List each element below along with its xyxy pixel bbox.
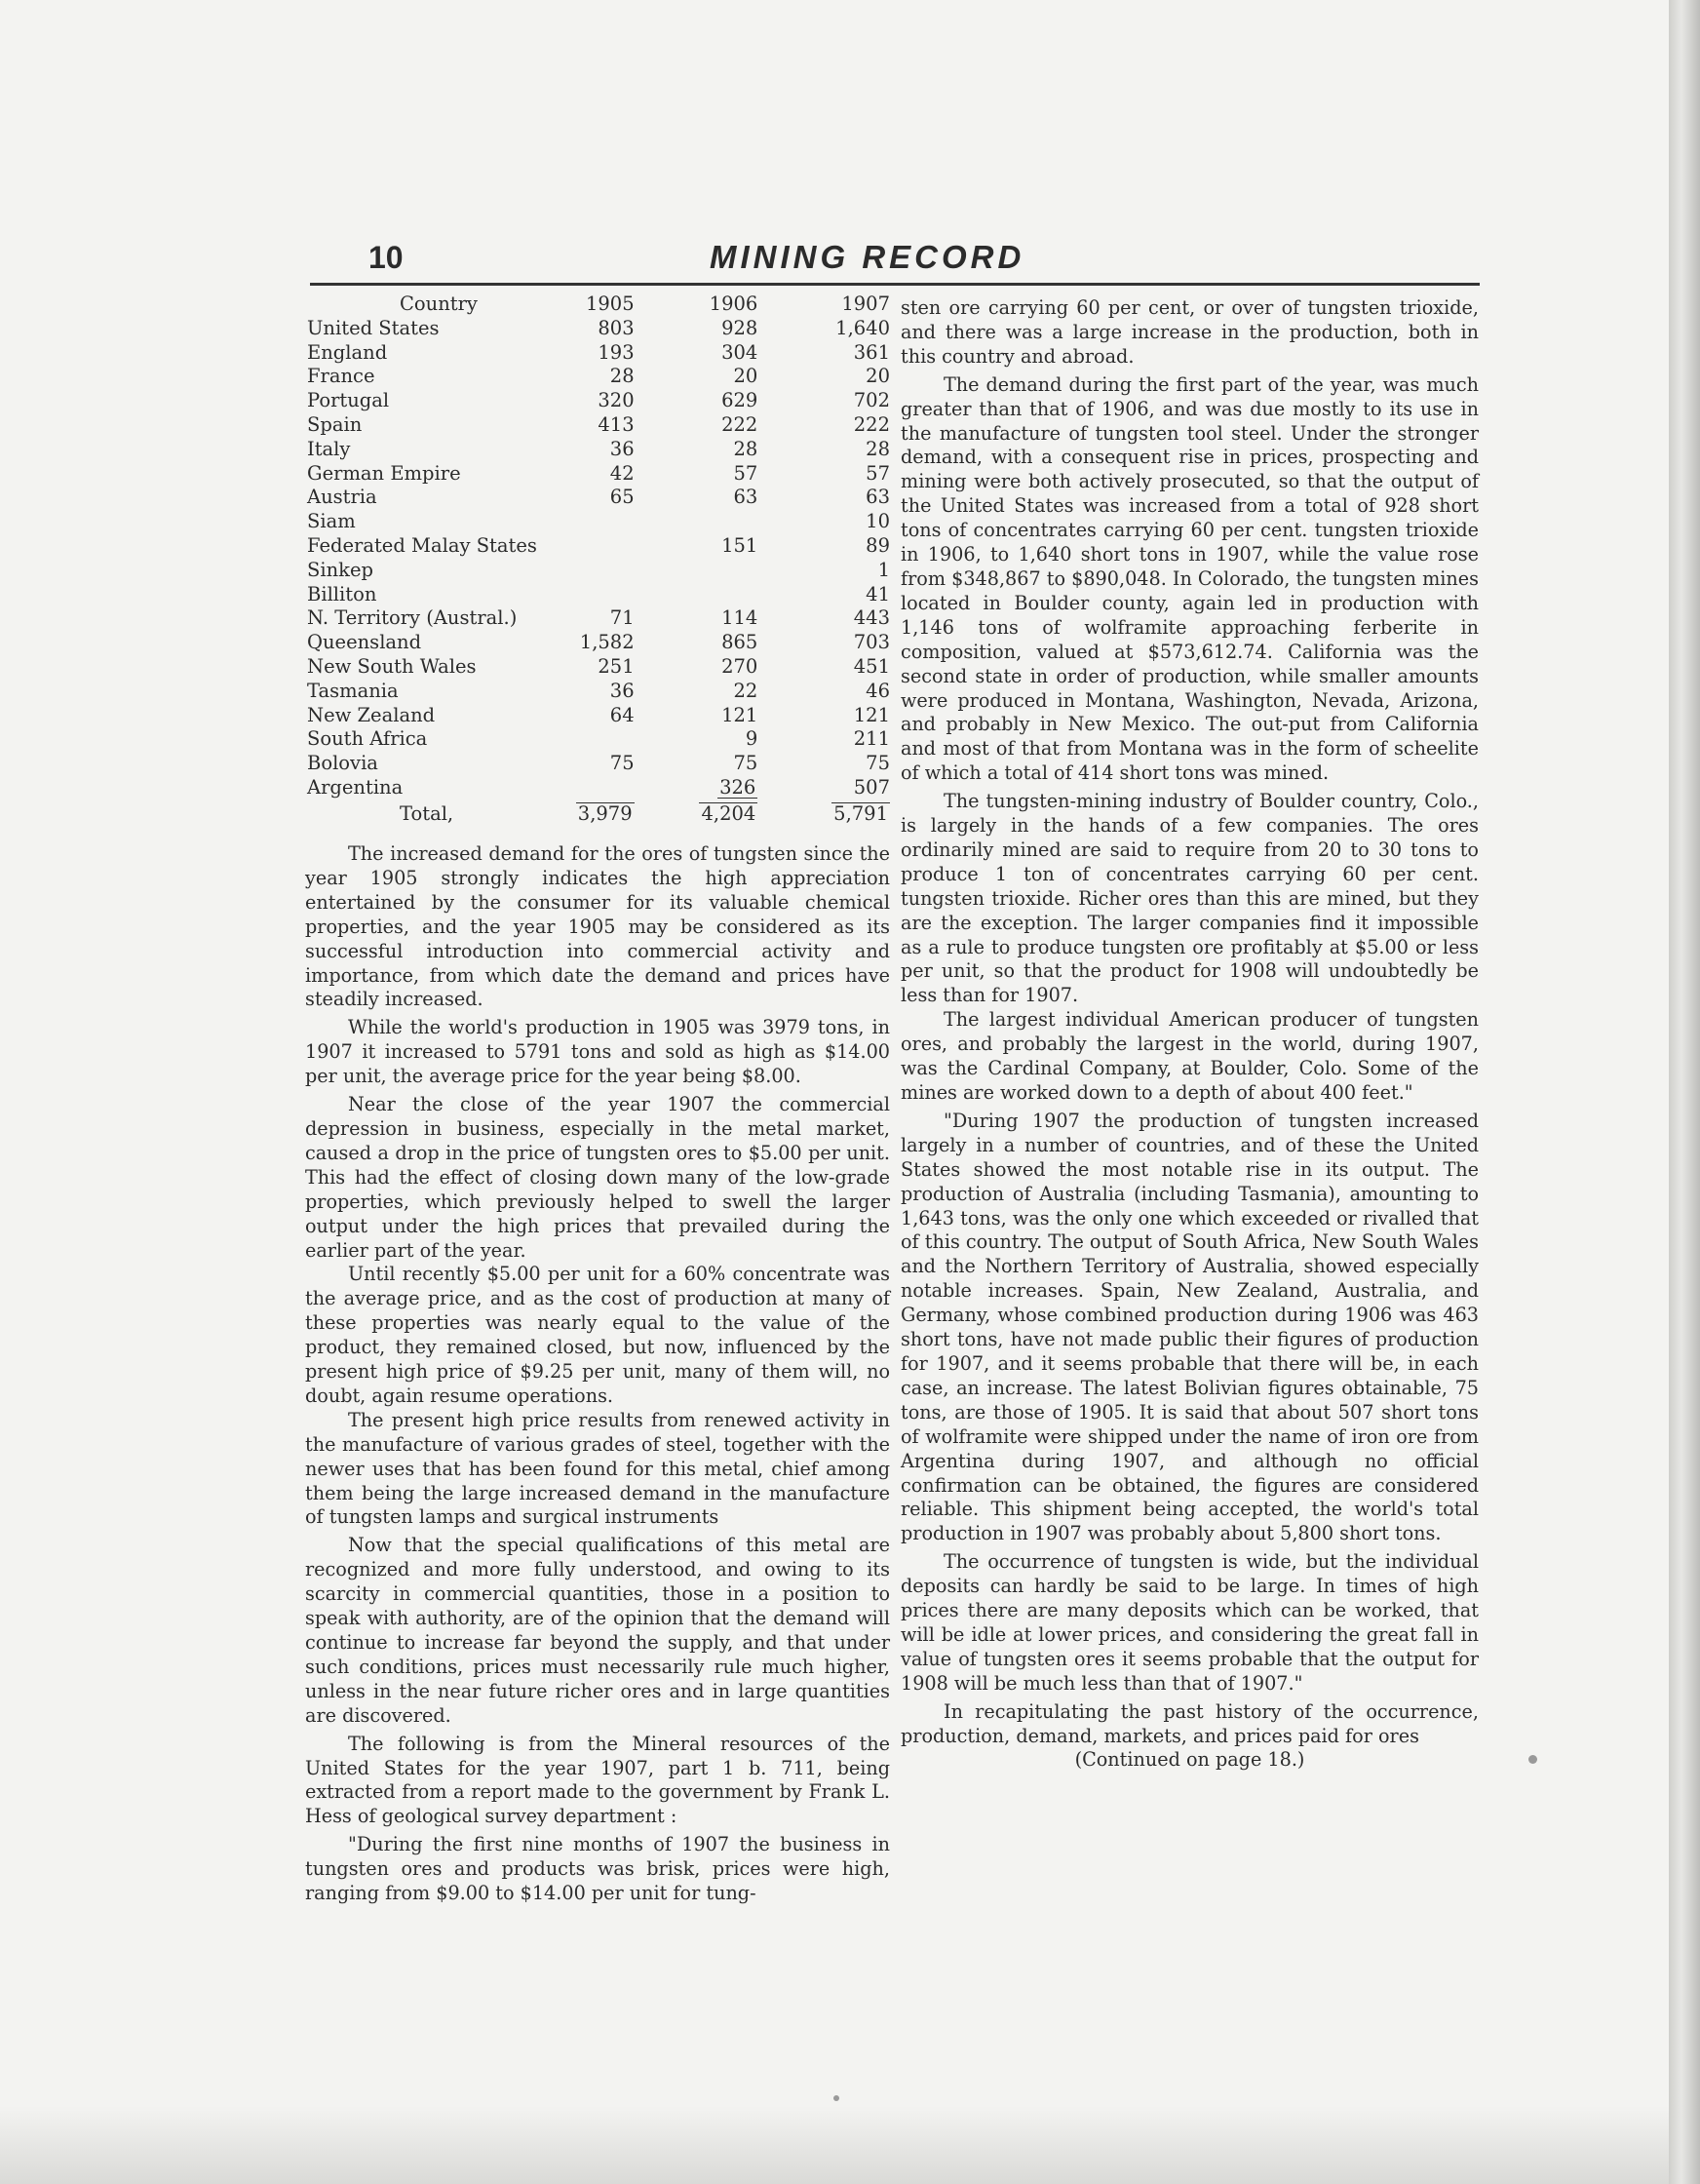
table-row (307, 583, 890, 607)
value-cell-1906: 326 (719, 775, 756, 799)
value-cell-1905: 413 (598, 412, 635, 436)
country-cell: Sinkep (307, 558, 373, 581)
country-cell: Bolovia (307, 752, 378, 775)
paragraph: Until recently $5.00 per unit for a 60% concentrate was the average price, and as the cost of production at many of these properties was nearly equal to the value of the product, they remained closed, but now, influenced by the present high price of $9.25 per unit, many of them will, no doubt, again resume operations. (305, 1263, 890, 1407)
value-cell-1905: 75 (609, 752, 635, 775)
column-header: Country (400, 292, 478, 315)
left-text-column (305, 842, 890, 1906)
country-cell: Spain (307, 412, 363, 436)
value-cell-1907: 75 (866, 752, 890, 775)
paragraph: The following is from the Mineral resources of the United States for the year 1907, part 1 b. 711, being extracted from a report made to the government by Frank L. Hess of geological survey department : (305, 1732, 890, 1828)
table-row (307, 389, 890, 413)
value-cell-1906: 63 (733, 486, 758, 509)
country-cell: France (307, 365, 375, 388)
value-cell-1907: 89 (866, 533, 890, 557)
masthead-title: MINING RECORD (710, 239, 1025, 275)
total-value-1906: 4,204 (701, 801, 756, 825)
table-header-row (307, 292, 890, 317)
value-cell-1905 (557, 510, 635, 534)
continued-note: (Continued on page 18.) (1074, 1748, 1305, 1772)
page-bottom-shadow (0, 2106, 1669, 2184)
country-cell: New Zealand (307, 703, 436, 726)
value-cell-1907: 507 (853, 775, 890, 799)
country-cell: South Africa (307, 727, 428, 751)
country-cell: Tasmania (307, 679, 399, 702)
total-row (307, 800, 890, 827)
value-cell-1907: 1 (877, 558, 890, 581)
table-row (307, 486, 890, 510)
table-row (307, 413, 890, 438)
value-cell-1905: 64 (609, 703, 635, 726)
value-cell-1906: 151 (721, 533, 758, 557)
value-cell-1907: 702 (853, 389, 890, 412)
paragraph: The present high price results from renewed activity in the manufacture of various grades of steel, together with the newer uses that has been found for this metal, chief among them being the large increased demand in the manufacture of tungsten lamps and surgical instruments (305, 1408, 890, 1529)
value-cell-1906: 629 (721, 389, 758, 412)
value-cell-1907: 63 (866, 486, 890, 509)
value-cell-1907: 1,640 (835, 316, 890, 339)
value-cell-1905 (557, 559, 635, 583)
table-row (307, 534, 890, 559)
paragraph: Now that the special qualifications of this metal are recognized and more fully understood, and owing to its scarcity in commercial quantities, those in a position to speak with authority, are of the opinion that the demand will continue to increase far beyond the supply, and that under such conditions, prices must necessarily rule much higher, unless in the near future richer ores and in large quantities are discovered. (305, 1534, 890, 1727)
value-cell-1905: 193 (598, 340, 635, 364)
country-cell: Argentina (307, 775, 404, 799)
table-row (307, 341, 890, 366)
paragraph: "During 1907 the production of tungsten increased largely in a number of countries, and of these the United States showed the most notable rise in its output. The production of Australia (including Tasmania), amounting to 1,643 tons, was the only one which exceeded or rivalled that of this country. The output of South Africa, New South Wales and the Northern Territory of Australia, showed especially notable increases. Spain, New Zealand, Australia, and Germany, whose combined production during 1906 was 463 short tons, have not made public their figures of production for 1907, and it seems probable that there will be, in each case, an increase. The latest Bolivian figures obtainable, 75 tons, are those of 1905. It is said that about 507 short tons of wolframite were shipped under the name of iron ore from Argentina during 1907, and although no official confirmation can be obtained, the figures are considered reliable. This shipment being accepted, the world's total production in 1907 was probably about 5,800 short tons. (901, 1109, 1479, 1545)
country-cell: Austria (307, 486, 377, 509)
value-cell-1906: 222 (721, 412, 758, 436)
table-row (307, 559, 890, 583)
country-cell: N. Territory (Austral.) (307, 606, 518, 630)
value-cell-1906: 121 (721, 703, 758, 726)
value-cell-1905: 36 (609, 437, 635, 460)
value-cell-1905: 42 (609, 461, 635, 485)
value-cell-1907: 46 (866, 679, 890, 702)
value-cell-1907: 57 (866, 461, 890, 485)
column-header: 1907 (841, 292, 890, 315)
paragraph: The tungsten-mining industry of Boulder country, Colo., is largely in the hands of a few companies. The ores ordinarily mined are said to require from 20 to 30 tons to produce 1 ton of concentrates carrying 60 per cent. tungsten trioxide. Richer ores than this are mined, but they are the exception. The larger companies find it impossible as a rule to produce tungsten ore profitably at $5.00 or less per unit, so that the product for 1908 will undoubtedly be less than for 1907. (901, 790, 1479, 1007)
paragraph: sten ore carrying 60 per cent, or over of tungsten trioxide, and there was a large increase in the production, both in this country and abroad. (901, 296, 1479, 368)
value-cell-1905: 65 (609, 486, 635, 509)
page-number: 10 (368, 240, 404, 275)
value-cell-1905: 251 (598, 654, 635, 678)
country-cell: United States (307, 316, 440, 339)
table-row (307, 317, 890, 341)
value-cell-1905 (557, 727, 635, 752)
country-cell: Federated Malay States (307, 533, 537, 557)
value-cell-1907: 361 (853, 340, 890, 364)
table-row (307, 727, 890, 752)
country-cell: Billiton (307, 582, 377, 605)
value-cell-1905 (557, 776, 635, 800)
table-row (307, 462, 890, 487)
value-cell-1906: 270 (721, 654, 758, 678)
scan-speck (1528, 1755, 1537, 1764)
total-value-1907: 5,791 (833, 801, 888, 825)
value-cell-1907: 10 (866, 510, 890, 533)
value-cell-1905 (557, 534, 635, 559)
country-cell: England (307, 340, 388, 364)
value-cell-1906: 75 (733, 752, 758, 775)
table-row (307, 606, 890, 631)
page-header (310, 236, 1480, 286)
value-cell-1906: 304 (721, 340, 758, 364)
country-cell: Siam (307, 510, 356, 533)
paragraph: The demand during the first part of the year, was much greater than that of 1906, and was due mostly to its use in the manufacture of tungsten tool steel. Under the stronger demand, with a consequent rise in prices, prospecting and mining were both actively prosecuted, so that the output of the United States was increased from a total of 928 short tons of concentrates carrying 60 per cent. tungsten trioxide in 1906, to 1,640 short tons in 1907, while the value rose from $348,867 to $890,048. In Colorado, the tungsten mines located in Boulder county, again led in production with 1,146 tons of wolframite approaching ferberite in composition, valued at $573,612.74. California was the second state in order of production, while smaller amounts were produced in Montana, Washington, Nevada, Arizona, and probably in New Mexico. The out-put from California and most of that from Montana was in the form of scheelite of which a total of 414 short tons was mined. (901, 372, 1479, 785)
value-cell-1906: 28 (733, 437, 758, 460)
value-cell-1907: 451 (853, 654, 890, 678)
value-cell-1907: 443 (853, 606, 890, 630)
value-cell-1907: 222 (853, 412, 890, 436)
paragraph: "During the first nine months of 1907 the business in tungsten ores and products was brisk, prices were high, ranging from $9.00 to $14.00 per unit for tung- (305, 1833, 890, 1905)
value-cell-1907: 28 (866, 437, 890, 460)
value-cell-1907: 703 (853, 631, 890, 654)
paragraph: While the world's production in 1905 was 3979 tons, in 1907 it increased to 5791 tons and sold as high as $14.00 per unit, the average price for the year being $8.00. (305, 1016, 890, 1088)
total-label: Total, (400, 801, 454, 825)
scan-speck (833, 2095, 839, 2101)
value-cell-1907: 20 (866, 365, 890, 388)
value-cell-1907: 41 (866, 582, 890, 605)
table-row (307, 776, 890, 800)
country-cell: Portugal (307, 389, 390, 412)
paragraph: In recapitulating the past history of the occurrence, production, demand, markets, and prices paid for ores (901, 1699, 1479, 1747)
value-cell-1907: 211 (853, 727, 890, 751)
value-cell-1906: 22 (733, 679, 758, 702)
value-cell-1906: 9 (745, 727, 758, 751)
value-cell-1906: 20 (733, 365, 758, 388)
country-cell: New South Wales (307, 654, 477, 678)
value-cell-1906 (635, 559, 776, 583)
country-cell: Queensland (307, 631, 422, 654)
value-cell-1905: 36 (609, 679, 635, 702)
value-cell-1905 (557, 583, 635, 607)
value-cell-1907: 121 (853, 703, 890, 726)
column-header: 1906 (709, 292, 758, 315)
value-cell-1906 (635, 510, 776, 534)
tungsten-production-table (307, 292, 890, 827)
value-cell-1906 (635, 583, 776, 607)
paragraph: The occurrence of tungsten is wide, but the individual deposits can hardly be said to be large. In times of high prices there are many deposits which can be worked, that will be idle at lower prices, and considering the great fall in value of tungsten ores it seems probable that the output for 1908 will be much less than that of 1907." (901, 1550, 1479, 1695)
table-row (307, 655, 890, 680)
table-row (307, 510, 890, 534)
paragraph: The largest individual American producer of tungsten ores, and probably the largest in the world, during 1907, was the Cardinal Company, at Boulder, Colo. Some of the mines are worked down to a depth of about 400 feet." (901, 1008, 1479, 1104)
total-value-1905: 3,979 (577, 801, 633, 825)
page-edge (1669, 0, 1700, 2184)
value-cell-1905: 28 (609, 365, 635, 388)
table-row (307, 704, 890, 728)
table-row (307, 631, 890, 655)
paragraph: Near the close of the year 1907 the commercial depression in business, especially in the metal market, caused a drop in the price of tungsten ores to $5.00 per unit. This had the effect of closing down many of the low-grade properties, which previously helped to swell the larger output under the high prices that prevailed during the earlier part of the year. (305, 1093, 890, 1262)
value-cell-1906: 865 (721, 631, 758, 654)
table-row (307, 365, 890, 389)
value-cell-1906: 57 (733, 461, 758, 485)
value-cell-1905: 1,582 (579, 631, 635, 654)
value-cell-1906: 114 (721, 606, 758, 630)
column-header: 1905 (585, 292, 635, 315)
right-text-column (901, 296, 1479, 1773)
table-row (307, 752, 890, 776)
value-cell-1905: 803 (598, 316, 635, 339)
value-cell-1905: 71 (609, 606, 635, 630)
country-cell: German Empire (307, 461, 461, 485)
value-cell-1906: 928 (721, 316, 758, 339)
paragraph: The increased demand for the ores of tungsten since the year 1905 strongly indicates the high appreciation entertained by the consumer for its valuable chemical properties, and the year 1905 may be considered as its successful introduction into commercial activity and importance, from which date the demand and prices have steadily increased. (305, 842, 890, 1011)
table-row (307, 680, 890, 704)
value-cell-1905: 320 (598, 389, 635, 412)
table-row (307, 438, 890, 462)
country-cell: Italy (307, 437, 351, 460)
